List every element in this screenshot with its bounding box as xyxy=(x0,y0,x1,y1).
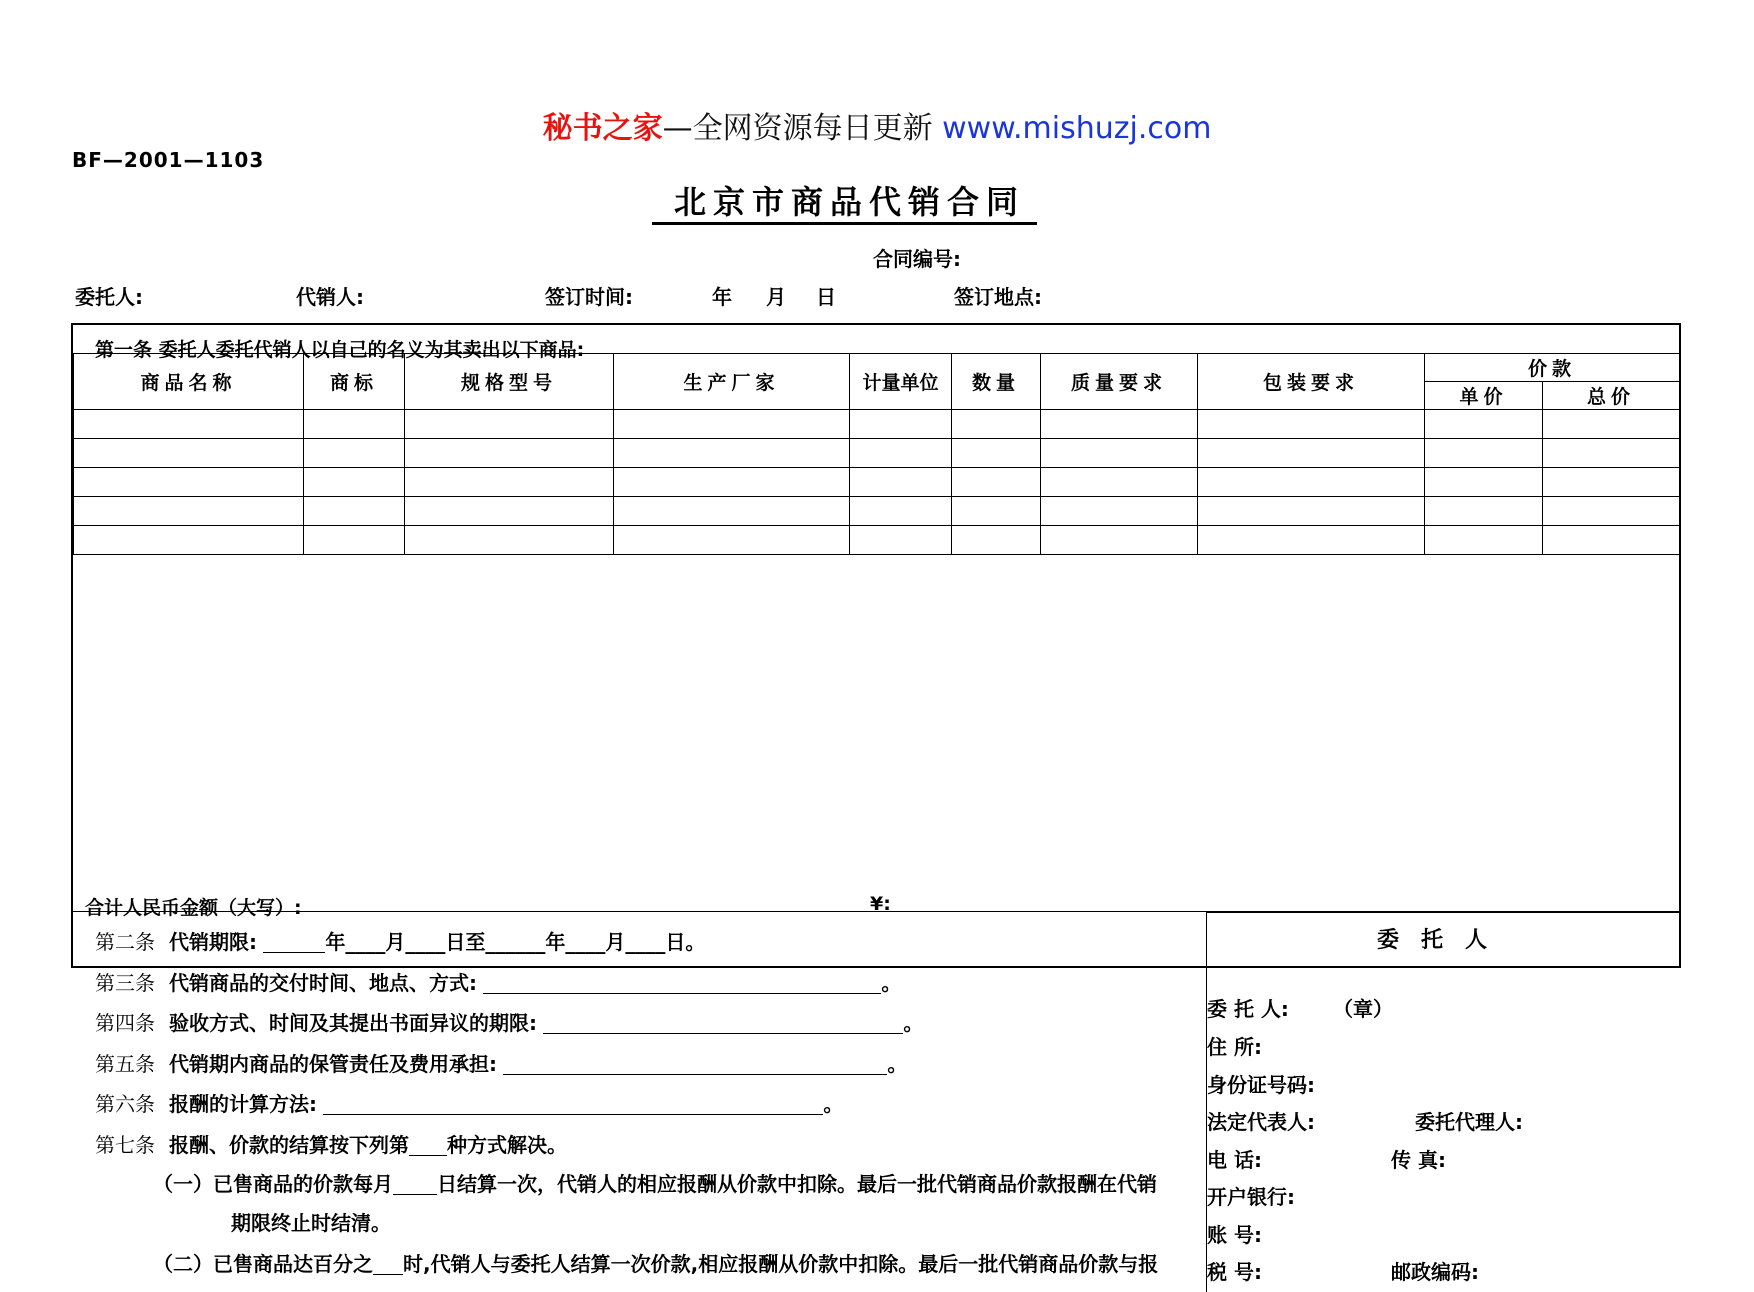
article-5-text: 代销期内商品的保管责任及费用承担: xyxy=(169,1052,497,1076)
table-row xyxy=(74,468,1680,497)
table-cell[interactable] xyxy=(1041,497,1198,526)
table-cell[interactable] xyxy=(614,526,850,555)
principal-postcode-label: 邮政编码: xyxy=(1391,1260,1479,1284)
article-2-number: 第二条 xyxy=(95,930,155,954)
article-3 xyxy=(95,967,901,996)
article-7-number: 第七条 xyxy=(95,1133,155,1157)
total-amount-yen: ¥: xyxy=(870,893,891,915)
option-2-line xyxy=(153,1248,1158,1277)
table-cell[interactable] xyxy=(1543,526,1680,555)
principal-bank-label: 开户银行: xyxy=(1207,1185,1295,1209)
col-header-quantity: 数量 xyxy=(952,354,1041,410)
col-header-manufacturer: 生产厂家 xyxy=(614,354,850,410)
col-header-price: 价款 xyxy=(1425,354,1680,382)
principal-address-label: 住 所: xyxy=(1207,1035,1262,1059)
table-cell[interactable] xyxy=(952,410,1041,439)
principal-name-label: 委 托 人: xyxy=(1207,997,1289,1021)
col-header-packaging: 包装要求 xyxy=(1198,354,1425,410)
table-cell[interactable] xyxy=(1543,468,1680,497)
table-row xyxy=(74,439,1680,468)
table-cell[interactable] xyxy=(304,526,405,555)
table-cell[interactable] xyxy=(1425,410,1543,439)
table-cell[interactable] xyxy=(74,468,304,497)
article-6-number: 第六条 xyxy=(95,1092,155,1116)
option-1-continuation: 期限终止时结清。 xyxy=(231,1211,391,1235)
contract-form xyxy=(71,323,1681,1284)
table-cell[interactable] xyxy=(405,468,614,497)
article-5-blank[interactable] xyxy=(503,1054,887,1075)
table-cell[interactable] xyxy=(1198,439,1425,468)
option-1-line xyxy=(153,1168,1157,1197)
table-cell[interactable] xyxy=(850,526,952,555)
option-1-text-b: 日结算一次，代销人的相应报酬从价款中扣除。最后一批代销商品价款报酬在代销 xyxy=(437,1172,1157,1196)
article-4 xyxy=(95,1007,923,1036)
article-4-end: 。 xyxy=(903,1011,924,1035)
table-cell[interactable] xyxy=(1041,468,1198,497)
table-cell[interactable] xyxy=(1425,526,1543,555)
article-7-text: 报酬、价款的结算按下列第 xyxy=(169,1133,409,1157)
article-1-text: 第一条 委托人委托代销人以自己的名义为其卖出以下商品: xyxy=(95,339,585,361)
site-banner xyxy=(0,103,1754,147)
article-5-number: 第五条 xyxy=(95,1052,155,1076)
table-cell[interactable] xyxy=(614,439,850,468)
document-code: BF—2001—1103 xyxy=(72,148,265,172)
banner-brand: 秘书之家 xyxy=(542,111,663,146)
total-amount-label: 合计人民币金额（大写）: xyxy=(85,897,302,919)
article-3-number: 第三条 xyxy=(95,971,155,995)
principal-label: 委托人: xyxy=(75,285,143,309)
table-cell[interactable] xyxy=(614,497,850,526)
table-cell[interactable] xyxy=(1543,497,1680,526)
table-row xyxy=(74,410,1680,439)
principal-account-label: 账 号: xyxy=(1207,1223,1262,1247)
table-cell[interactable] xyxy=(1198,410,1425,439)
article-6-text: 报酬的计算方法: xyxy=(169,1092,317,1116)
table-cell[interactable] xyxy=(952,439,1041,468)
table-cell[interactable] xyxy=(405,439,614,468)
table-cell[interactable] xyxy=(74,497,304,526)
table-row xyxy=(74,497,1680,526)
article-4-text: 验收方式、时间及其提出书面异议的期限: xyxy=(169,1011,537,1035)
col-header-spec: 规格型号 xyxy=(405,354,614,410)
table-cell[interactable] xyxy=(405,526,614,555)
sign-day-label: 日 xyxy=(816,285,836,309)
table-cell[interactable] xyxy=(850,497,952,526)
sign-month-label: 月 xyxy=(766,285,786,309)
table-cell[interactable] xyxy=(405,497,614,526)
article-7-end: 种方式解决。 xyxy=(447,1133,567,1157)
article-3-blank[interactable] xyxy=(483,973,881,994)
article-5 xyxy=(95,1048,907,1077)
option-2-blank[interactable] xyxy=(373,1254,403,1275)
period-start-blank[interactable] xyxy=(263,932,325,953)
table-cell[interactable] xyxy=(1041,439,1198,468)
sign-time-label: 签订时间: xyxy=(545,285,633,309)
sign-place-label: 签订地点: xyxy=(954,285,1042,309)
sign-year-label: 年 xyxy=(712,285,732,309)
principal-fax-label: 传 真: xyxy=(1391,1148,1446,1172)
col-header-brand: 商标 xyxy=(304,354,405,410)
article-2-text: 代销期限: xyxy=(169,930,257,954)
col-header-quality: 质量要求 xyxy=(1041,354,1198,410)
table-cell[interactable] xyxy=(1198,497,1425,526)
table-cell[interactable] xyxy=(952,497,1041,526)
col-header-unit-price: 单价 xyxy=(1425,382,1543,410)
table-cell[interactable] xyxy=(1198,526,1425,555)
article-7 xyxy=(95,1129,567,1158)
table-cell[interactable] xyxy=(850,468,952,497)
principal-seal-label: （章） xyxy=(1333,997,1393,1021)
goods-table xyxy=(73,353,1680,555)
col-header-total-price: 总价 xyxy=(1543,382,1680,410)
col-header-unit: 计量单位 xyxy=(850,354,952,410)
option-2-text-a: （二）已售商品达百分之 xyxy=(153,1252,373,1276)
option-1-text-a: （一）已售商品的价款每月 xyxy=(153,1172,393,1196)
table-cell[interactable] xyxy=(1198,468,1425,497)
option-1-blank[interactable] xyxy=(393,1174,437,1195)
principal-party-section xyxy=(1206,912,1679,1292)
principal-section-title: 委托人 xyxy=(1376,928,1509,953)
article-4-blank[interactable] xyxy=(543,1013,903,1034)
col-header-name: 商品名称 xyxy=(74,354,304,410)
article-5-end: 。 xyxy=(887,1052,908,1076)
table-cell[interactable] xyxy=(304,439,405,468)
table-cell[interactable] xyxy=(1425,468,1543,497)
table-cell[interactable] xyxy=(74,410,304,439)
terms-section xyxy=(73,912,1206,1292)
table-cell[interactable] xyxy=(1543,439,1680,468)
table-cell[interactable] xyxy=(614,410,850,439)
table-cell[interactable] xyxy=(1543,410,1680,439)
article-6-blank[interactable] xyxy=(323,1094,823,1115)
article-2-dates: 年____月____日至______年____月____日。 xyxy=(325,930,706,954)
agent-label: 代销人: xyxy=(296,285,364,309)
article-7-blank[interactable] xyxy=(409,1135,447,1156)
table-cell[interactable] xyxy=(304,410,405,439)
principal-legal-rep-label: 法定代表人: xyxy=(1207,1110,1315,1134)
table-row xyxy=(74,526,1680,555)
principal-tax-label: 税 号: xyxy=(1207,1260,1262,1284)
principal-phone-label: 电 话: xyxy=(1207,1148,1262,1172)
table-cell[interactable] xyxy=(304,468,405,497)
table-cell[interactable] xyxy=(952,526,1041,555)
banner-url-link[interactable]: www.mishuzj.com xyxy=(942,111,1212,146)
table-cell[interactable] xyxy=(304,497,405,526)
banner-slogan: —全网资源每日更新 xyxy=(662,111,943,146)
article-6 xyxy=(95,1088,843,1117)
article-6-end: 。 xyxy=(823,1092,844,1116)
contract-number-label: 合同编号: xyxy=(873,247,961,271)
article-3-text: 代销商品的交付时间、地点、方式: xyxy=(169,971,477,995)
table-cell[interactable] xyxy=(74,526,304,555)
table-cell[interactable] xyxy=(1041,410,1198,439)
article-3-end: 。 xyxy=(881,971,902,995)
option-2-text-b: 时,代销人与委托人结算一次价款,相应报酬从价款中扣除。最后一批代销商品价款与报 xyxy=(403,1252,1159,1276)
principal-id-label: 身份证号码: xyxy=(1207,1073,1315,1097)
principal-proxy-label: 委托代理人: xyxy=(1415,1110,1523,1134)
table-cell[interactable] xyxy=(1425,497,1543,526)
table-cell[interactable] xyxy=(614,468,850,497)
table-cell[interactable] xyxy=(850,410,952,439)
article-2 xyxy=(95,926,705,955)
article-4-number: 第四条 xyxy=(95,1011,155,1035)
table-cell[interactable] xyxy=(850,439,952,468)
table-cell[interactable] xyxy=(1425,439,1543,468)
table-cell[interactable] xyxy=(74,439,304,468)
table-cell[interactable] xyxy=(405,410,614,439)
table-cell[interactable] xyxy=(1041,526,1198,555)
contract-title: 北京市商品代销合同 xyxy=(652,182,1037,225)
table-cell[interactable] xyxy=(952,468,1041,497)
